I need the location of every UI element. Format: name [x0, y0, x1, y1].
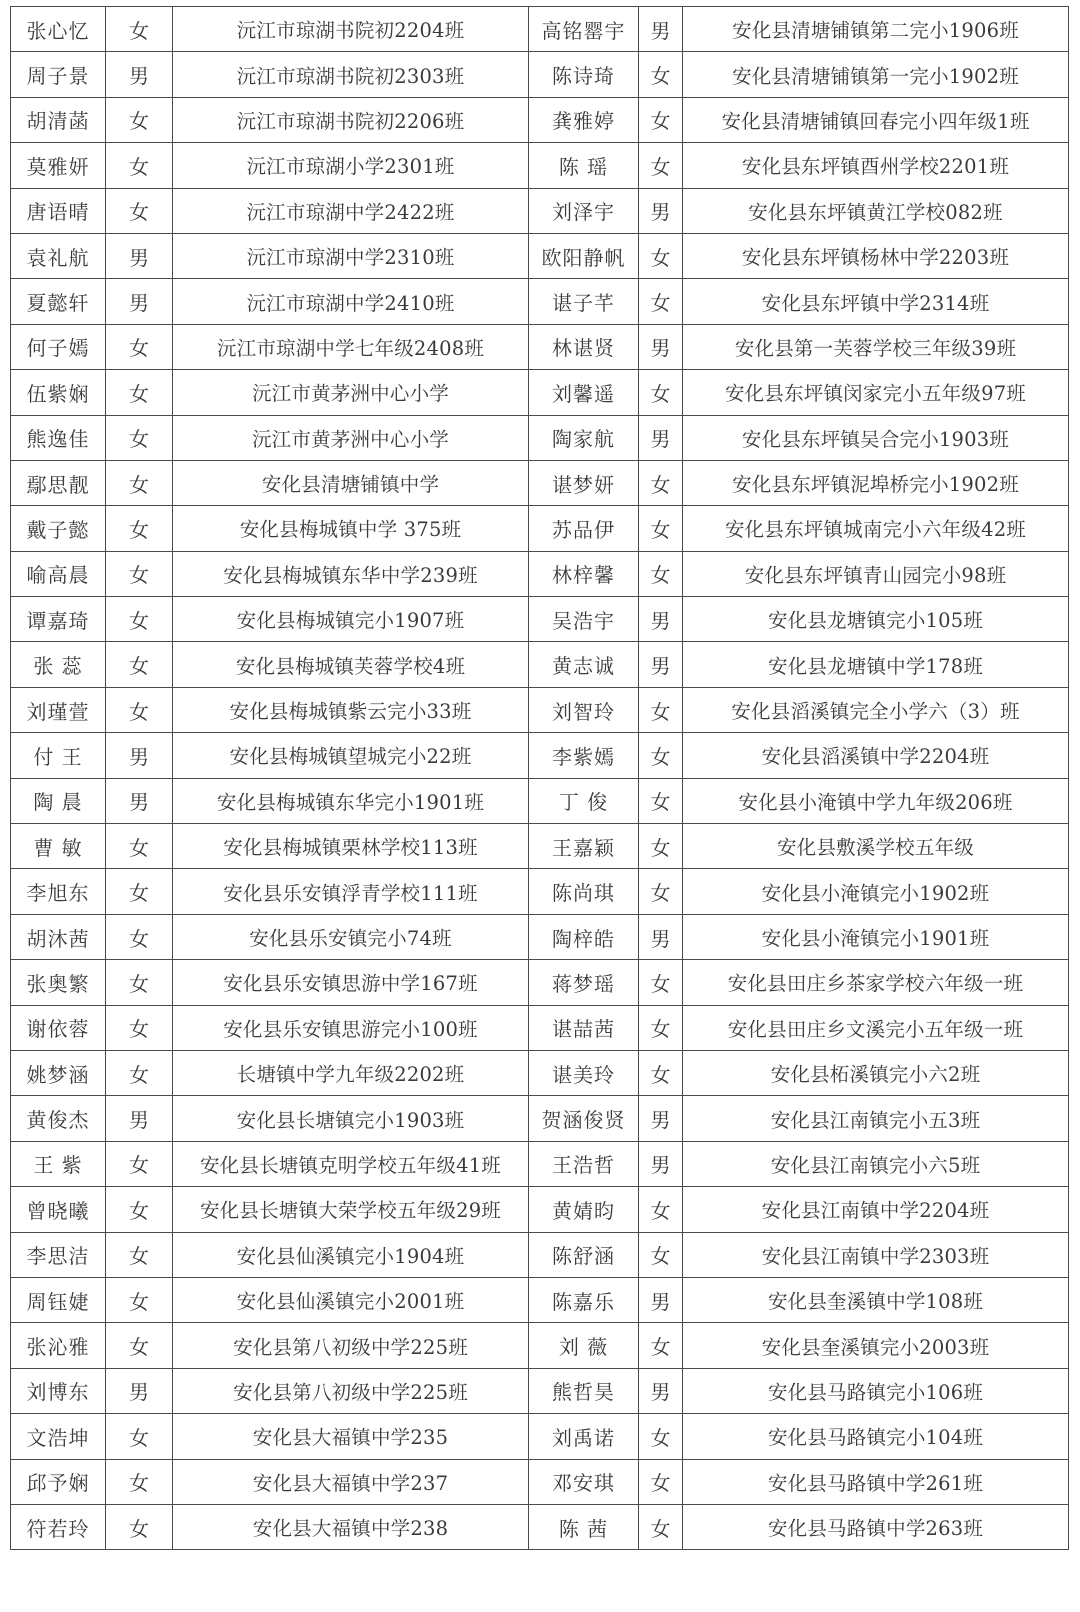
table-row — [11, 370, 1069, 415]
right-name-cell: 李紫嫣 — [529, 733, 639, 778]
left-school-cell: 安化县长塘镇大荣学校五年级29班 — [173, 1187, 529, 1232]
left-school-cell: 安化县第八初级中学225班 — [173, 1368, 529, 1413]
left-gender-cell: 女 — [106, 7, 173, 52]
left-name-cell: 张 蕊 — [11, 642, 106, 687]
left-gender-cell: 男 — [106, 52, 173, 97]
table-row — [11, 960, 1069, 1005]
left-school-cell: 安化县乐安镇浮青学校111班 — [173, 869, 529, 914]
right-school-cell: 安化县江南镇中学2204班 — [683, 1187, 1069, 1232]
left-school-cell: 沅江市琼湖中学2410班 — [173, 279, 529, 324]
right-name-cell: 蒋梦瑶 — [529, 960, 639, 1005]
left-school-cell: 长塘镇中学九年级2202班 — [173, 1050, 529, 1095]
table-row — [11, 188, 1069, 233]
left-name-cell: 周子景 — [11, 52, 106, 97]
left-name-cell: 鄢思靓 — [11, 460, 106, 505]
left-name-cell: 莫雅妍 — [11, 143, 106, 188]
left-school-cell: 安化县梅城镇栗林学校113班 — [173, 824, 529, 869]
left-name-cell: 李思洁 — [11, 1232, 106, 1277]
table-row — [11, 914, 1069, 959]
left-school-cell: 沅江市黄茅洲中心小学 — [173, 370, 529, 415]
left-name-cell: 刘瑾萱 — [11, 687, 106, 732]
table-row — [11, 597, 1069, 642]
table-row — [11, 824, 1069, 869]
table-row — [11, 1141, 1069, 1186]
left-gender-cell: 女 — [106, 1050, 173, 1095]
left-name-cell: 戴子懿 — [11, 506, 106, 551]
left-gender-cell: 女 — [106, 869, 173, 914]
left-name-cell: 周钰婕 — [11, 1277, 106, 1322]
left-name-cell: 文浩坤 — [11, 1414, 106, 1459]
left-school-cell: 沅江市黄茅洲中心小学 — [173, 415, 529, 460]
table-row — [11, 1368, 1069, 1413]
right-gender-cell: 男 — [639, 1368, 683, 1413]
left-gender-cell: 男 — [106, 279, 173, 324]
table-row — [11, 52, 1069, 97]
right-name-cell: 林谌贤 — [529, 324, 639, 369]
right-school-cell: 安化县敷溪学校五年级 — [683, 824, 1069, 869]
left-gender-cell: 男 — [106, 778, 173, 823]
left-gender-cell: 女 — [106, 370, 173, 415]
right-school-cell: 安化县江南镇完小六5班 — [683, 1141, 1069, 1186]
left-school-cell: 安化县长塘镇克明学校五年级41班 — [173, 1141, 529, 1186]
left-school-cell: 安化县梅城镇紫云完小33班 — [173, 687, 529, 732]
left-gender-cell: 女 — [106, 506, 173, 551]
right-gender-cell: 女 — [639, 1323, 683, 1368]
table-row — [11, 1323, 1069, 1368]
left-gender-cell: 女 — [106, 1277, 173, 1322]
right-gender-cell: 男 — [639, 914, 683, 959]
right-name-cell: 谌美玲 — [529, 1050, 639, 1095]
left-name-cell: 伍紫娴 — [11, 370, 106, 415]
left-school-cell: 安化县大福镇中学235 — [173, 1414, 529, 1459]
right-gender-cell: 女 — [639, 143, 683, 188]
right-name-cell: 丁 俊 — [529, 778, 639, 823]
student-list-table — [10, 6, 1069, 1550]
right-gender-cell: 女 — [639, 233, 683, 278]
right-name-cell: 陈舒涵 — [529, 1232, 639, 1277]
left-name-cell: 王 紫 — [11, 1141, 106, 1186]
left-gender-cell: 女 — [106, 1459, 173, 1504]
right-gender-cell: 男 — [639, 1277, 683, 1322]
right-name-cell: 贺涵俊贤 — [529, 1096, 639, 1141]
left-name-cell: 张心忆 — [11, 7, 106, 52]
left-name-cell: 黄俊杰 — [11, 1096, 106, 1141]
right-gender-cell: 女 — [639, 960, 683, 1005]
left-name-cell: 袁礼航 — [11, 233, 106, 278]
table-row — [11, 415, 1069, 460]
left-gender-cell: 男 — [106, 233, 173, 278]
left-school-cell: 安化县仙溪镇完小2001班 — [173, 1277, 529, 1322]
right-school-cell: 安化县江南镇完小五3班 — [683, 1096, 1069, 1141]
left-school-cell: 安化县乐安镇思游中学167班 — [173, 960, 529, 1005]
table-row — [11, 7, 1069, 52]
left-school-cell: 安化县梅城镇芙蓉学校4班 — [173, 642, 529, 687]
left-gender-cell: 女 — [106, 324, 173, 369]
left-school-cell: 沅江市琼湖中学七年级2408班 — [173, 324, 529, 369]
right-gender-cell: 男 — [639, 1096, 683, 1141]
left-gender-cell: 女 — [106, 597, 173, 642]
left-gender-cell: 女 — [106, 687, 173, 732]
right-name-cell: 欧阳静帆 — [529, 233, 639, 278]
right-gender-cell: 女 — [639, 506, 683, 551]
right-school-cell: 安化县奎溪镇中学108班 — [683, 1277, 1069, 1322]
left-name-cell: 姚梦涵 — [11, 1050, 106, 1095]
right-school-cell: 安化县龙塘镇中学178班 — [683, 642, 1069, 687]
right-name-cell: 黄志诚 — [529, 642, 639, 687]
table-row — [11, 506, 1069, 551]
right-gender-cell: 男 — [639, 597, 683, 642]
right-gender-cell: 男 — [639, 1141, 683, 1186]
table-row — [11, 233, 1069, 278]
table-row — [11, 1459, 1069, 1504]
table-row — [11, 460, 1069, 505]
right-school-cell: 安化县田庄乡文溪完小五年级一班 — [683, 1005, 1069, 1050]
left-name-cell: 邱予娴 — [11, 1459, 106, 1504]
left-name-cell: 符若玲 — [11, 1504, 106, 1549]
left-name-cell: 何子嫣 — [11, 324, 106, 369]
right-school-cell: 安化县东坪镇杨林中学2203班 — [683, 233, 1069, 278]
right-name-cell: 刘 薇 — [529, 1323, 639, 1368]
right-school-cell: 安化县滔溪镇中学2204班 — [683, 733, 1069, 778]
left-gender-cell: 女 — [106, 1187, 173, 1232]
right-name-cell: 谌梦妍 — [529, 460, 639, 505]
left-name-cell: 张奥繁 — [11, 960, 106, 1005]
right-gender-cell: 女 — [639, 1232, 683, 1277]
right-school-cell: 安化县马路镇完小104班 — [683, 1414, 1069, 1459]
left-school-cell: 安化县梅城镇东华完小1901班 — [173, 778, 529, 823]
right-gender-cell: 女 — [639, 52, 683, 97]
right-school-cell: 安化县东坪镇黄江学校082班 — [683, 188, 1069, 233]
right-name-cell: 刘馨遥 — [529, 370, 639, 415]
table-row — [11, 1504, 1069, 1549]
right-school-cell: 安化县田庄乡茶家学校六年级一班 — [683, 960, 1069, 1005]
right-gender-cell: 女 — [639, 1459, 683, 1504]
left-name-cell: 熊逸佳 — [11, 415, 106, 460]
right-school-cell: 安化县东坪镇城南完小六年级42班 — [683, 506, 1069, 551]
right-gender-cell: 女 — [639, 1187, 683, 1232]
left-gender-cell: 女 — [106, 1005, 173, 1050]
left-gender-cell: 男 — [106, 1368, 173, 1413]
table-row — [11, 1050, 1069, 1095]
right-gender-cell: 男 — [639, 642, 683, 687]
right-school-cell: 安化县江南镇中学2303班 — [683, 1232, 1069, 1277]
table-row — [11, 1414, 1069, 1459]
left-name-cell: 李旭东 — [11, 869, 106, 914]
right-gender-cell: 女 — [639, 778, 683, 823]
left-school-cell: 安化县长塘镇完小1903班 — [173, 1096, 529, 1141]
left-school-cell: 沅江市琼湖中学2310班 — [173, 233, 529, 278]
left-gender-cell: 女 — [106, 1504, 173, 1549]
right-name-cell: 高铭罂宇 — [529, 7, 639, 52]
table-row — [11, 324, 1069, 369]
left-school-cell: 安化县梅城镇望城完小22班 — [173, 733, 529, 778]
left-name-cell: 谢依蓉 — [11, 1005, 106, 1050]
left-school-cell: 沅江市琼湖中学2422班 — [173, 188, 529, 233]
right-gender-cell: 女 — [639, 460, 683, 505]
right-gender-cell: 女 — [639, 1414, 683, 1459]
left-gender-cell: 女 — [106, 188, 173, 233]
right-school-cell: 安化县东坪镇吴合完小1903班 — [683, 415, 1069, 460]
left-gender-cell: 女 — [106, 960, 173, 1005]
right-name-cell: 刘智玲 — [529, 687, 639, 732]
table-row — [11, 1005, 1069, 1050]
left-name-cell: 陶 晨 — [11, 778, 106, 823]
left-name-cell: 曹 敏 — [11, 824, 106, 869]
right-school-cell: 安化县小淹镇完小1902班 — [683, 869, 1069, 914]
right-gender-cell: 男 — [639, 415, 683, 460]
left-school-cell: 安化县仙溪镇完小1904班 — [173, 1232, 529, 1277]
left-name-cell: 刘博东 — [11, 1368, 106, 1413]
left-gender-cell: 女 — [106, 460, 173, 505]
right-school-cell: 安化县清塘铺镇第一完小1902班 — [683, 52, 1069, 97]
right-school-cell: 安化县马路镇中学263班 — [683, 1504, 1069, 1549]
left-name-cell: 唐语晴 — [11, 188, 106, 233]
right-name-cell: 苏品伊 — [529, 506, 639, 551]
table-row — [11, 279, 1069, 324]
right-school-cell: 安化县龙塘镇完小105班 — [683, 597, 1069, 642]
left-school-cell: 安化县乐安镇完小74班 — [173, 914, 529, 959]
left-gender-cell: 女 — [106, 143, 173, 188]
right-name-cell: 谌子芊 — [529, 279, 639, 324]
left-name-cell: 张沁雅 — [11, 1323, 106, 1368]
right-school-cell: 安化县奎溪镇完小2003班 — [683, 1323, 1069, 1368]
right-name-cell: 黄婧昀 — [529, 1187, 639, 1232]
right-gender-cell: 女 — [639, 824, 683, 869]
right-school-cell: 安化县马路镇中学261班 — [683, 1459, 1069, 1504]
right-name-cell: 熊哲昊 — [529, 1368, 639, 1413]
right-name-cell: 龚雅婷 — [529, 97, 639, 142]
right-gender-cell: 女 — [639, 279, 683, 324]
left-name-cell: 胡沐茜 — [11, 914, 106, 959]
table-row — [11, 143, 1069, 188]
left-name-cell: 付 王 — [11, 733, 106, 778]
right-name-cell: 邓安琪 — [529, 1459, 639, 1504]
right-name-cell: 林梓馨 — [529, 551, 639, 596]
right-gender-cell: 男 — [639, 188, 683, 233]
left-gender-cell: 男 — [106, 733, 173, 778]
left-school-cell: 安化县清塘铺镇中学 — [173, 460, 529, 505]
right-name-cell: 刘禹诺 — [529, 1414, 639, 1459]
right-school-cell: 安化县柘溪镇完小六2班 — [683, 1050, 1069, 1095]
left-school-cell: 沅江市琼湖书院初2206班 — [173, 97, 529, 142]
right-school-cell: 安化县小淹镇中学九年级206班 — [683, 778, 1069, 823]
right-school-cell: 安化县东坪镇青山园完小98班 — [683, 551, 1069, 596]
right-school-cell: 安化县小淹镇完小1901班 — [683, 914, 1069, 959]
left-gender-cell: 女 — [106, 824, 173, 869]
right-gender-cell: 女 — [639, 370, 683, 415]
right-gender-cell: 男 — [639, 324, 683, 369]
right-name-cell: 谌喆茜 — [529, 1005, 639, 1050]
right-school-cell: 安化县滔溪镇完全小学六（3）班 — [683, 687, 1069, 732]
left-gender-cell: 女 — [106, 551, 173, 596]
right-name-cell: 陈诗琦 — [529, 52, 639, 97]
left-gender-cell: 女 — [106, 1141, 173, 1186]
left-name-cell: 喻高晨 — [11, 551, 106, 596]
right-name-cell: 陈尚琪 — [529, 869, 639, 914]
table-row — [11, 1096, 1069, 1141]
right-school-cell: 安化县东坪镇闵家完小五年级97班 — [683, 370, 1069, 415]
right-name-cell: 陈 茜 — [529, 1504, 639, 1549]
left-gender-cell: 女 — [106, 415, 173, 460]
left-school-cell: 沅江市琼湖小学2301班 — [173, 143, 529, 188]
right-gender-cell: 女 — [639, 687, 683, 732]
left-school-cell: 安化县梅城镇中学 375班 — [173, 506, 529, 551]
left-school-cell: 安化县梅城镇完小1907班 — [173, 597, 529, 642]
left-school-cell: 安化县梅城镇东华中学239班 — [173, 551, 529, 596]
table-row — [11, 97, 1069, 142]
right-gender-cell: 女 — [639, 1504, 683, 1549]
right-gender-cell: 女 — [639, 97, 683, 142]
table-row — [11, 1187, 1069, 1232]
right-gender-cell: 男 — [639, 7, 683, 52]
right-name-cell: 王浩哲 — [529, 1141, 639, 1186]
right-school-cell: 安化县清塘铺镇回春完小四年级1班 — [683, 97, 1069, 142]
left-name-cell: 胡清菡 — [11, 97, 106, 142]
left-gender-cell: 女 — [106, 1323, 173, 1368]
left-gender-cell: 女 — [106, 97, 173, 142]
right-school-cell: 安化县东坪镇酉州学校2201班 — [683, 143, 1069, 188]
left-gender-cell: 女 — [106, 1232, 173, 1277]
left-name-cell: 谭嘉琦 — [11, 597, 106, 642]
table-row — [11, 733, 1069, 778]
table-row — [11, 687, 1069, 732]
right-name-cell: 刘泽宇 — [529, 188, 639, 233]
right-school-cell: 安化县东坪镇泥埠桥完小1902班 — [683, 460, 1069, 505]
right-name-cell: 吴浩宇 — [529, 597, 639, 642]
table-row — [11, 1232, 1069, 1277]
left-school-cell: 沅江市琼湖书院初2204班 — [173, 7, 529, 52]
right-school-cell: 安化县第一芙蓉学校三年级39班 — [683, 324, 1069, 369]
table-row — [11, 778, 1069, 823]
right-gender-cell: 女 — [639, 1050, 683, 1095]
left-school-cell: 沅江市琼湖书院初2303班 — [173, 52, 529, 97]
left-school-cell: 安化县第八初级中学225班 — [173, 1323, 529, 1368]
left-gender-cell: 女 — [106, 642, 173, 687]
right-school-cell: 安化县清塘铺镇第二完小1906班 — [683, 7, 1069, 52]
left-name-cell: 曾晓曦 — [11, 1187, 106, 1232]
right-school-cell: 安化县马路镇完小106班 — [683, 1368, 1069, 1413]
right-gender-cell: 女 — [639, 869, 683, 914]
right-gender-cell: 女 — [639, 733, 683, 778]
right-name-cell: 陈嘉乐 — [529, 1277, 639, 1322]
left-name-cell: 夏懿轩 — [11, 279, 106, 324]
table-row — [11, 551, 1069, 596]
table-row — [11, 642, 1069, 687]
right-name-cell: 王嘉颖 — [529, 824, 639, 869]
right-gender-cell: 女 — [639, 1005, 683, 1050]
left-school-cell: 安化县乐安镇思游完小100班 — [173, 1005, 529, 1050]
left-school-cell: 安化县大福镇中学237 — [173, 1459, 529, 1504]
student-list-body — [11, 7, 1069, 1550]
right-gender-cell: 女 — [639, 551, 683, 596]
left-gender-cell: 男 — [106, 1096, 173, 1141]
left-gender-cell: 女 — [106, 914, 173, 959]
right-name-cell: 陶家航 — [529, 415, 639, 460]
left-gender-cell: 女 — [106, 1414, 173, 1459]
table-row — [11, 869, 1069, 914]
left-school-cell: 安化县大福镇中学238 — [173, 1504, 529, 1549]
right-name-cell: 陈 瑶 — [529, 143, 639, 188]
right-school-cell: 安化县东坪镇中学2314班 — [683, 279, 1069, 324]
table-row — [11, 1277, 1069, 1322]
right-name-cell: 陶梓皓 — [529, 914, 639, 959]
